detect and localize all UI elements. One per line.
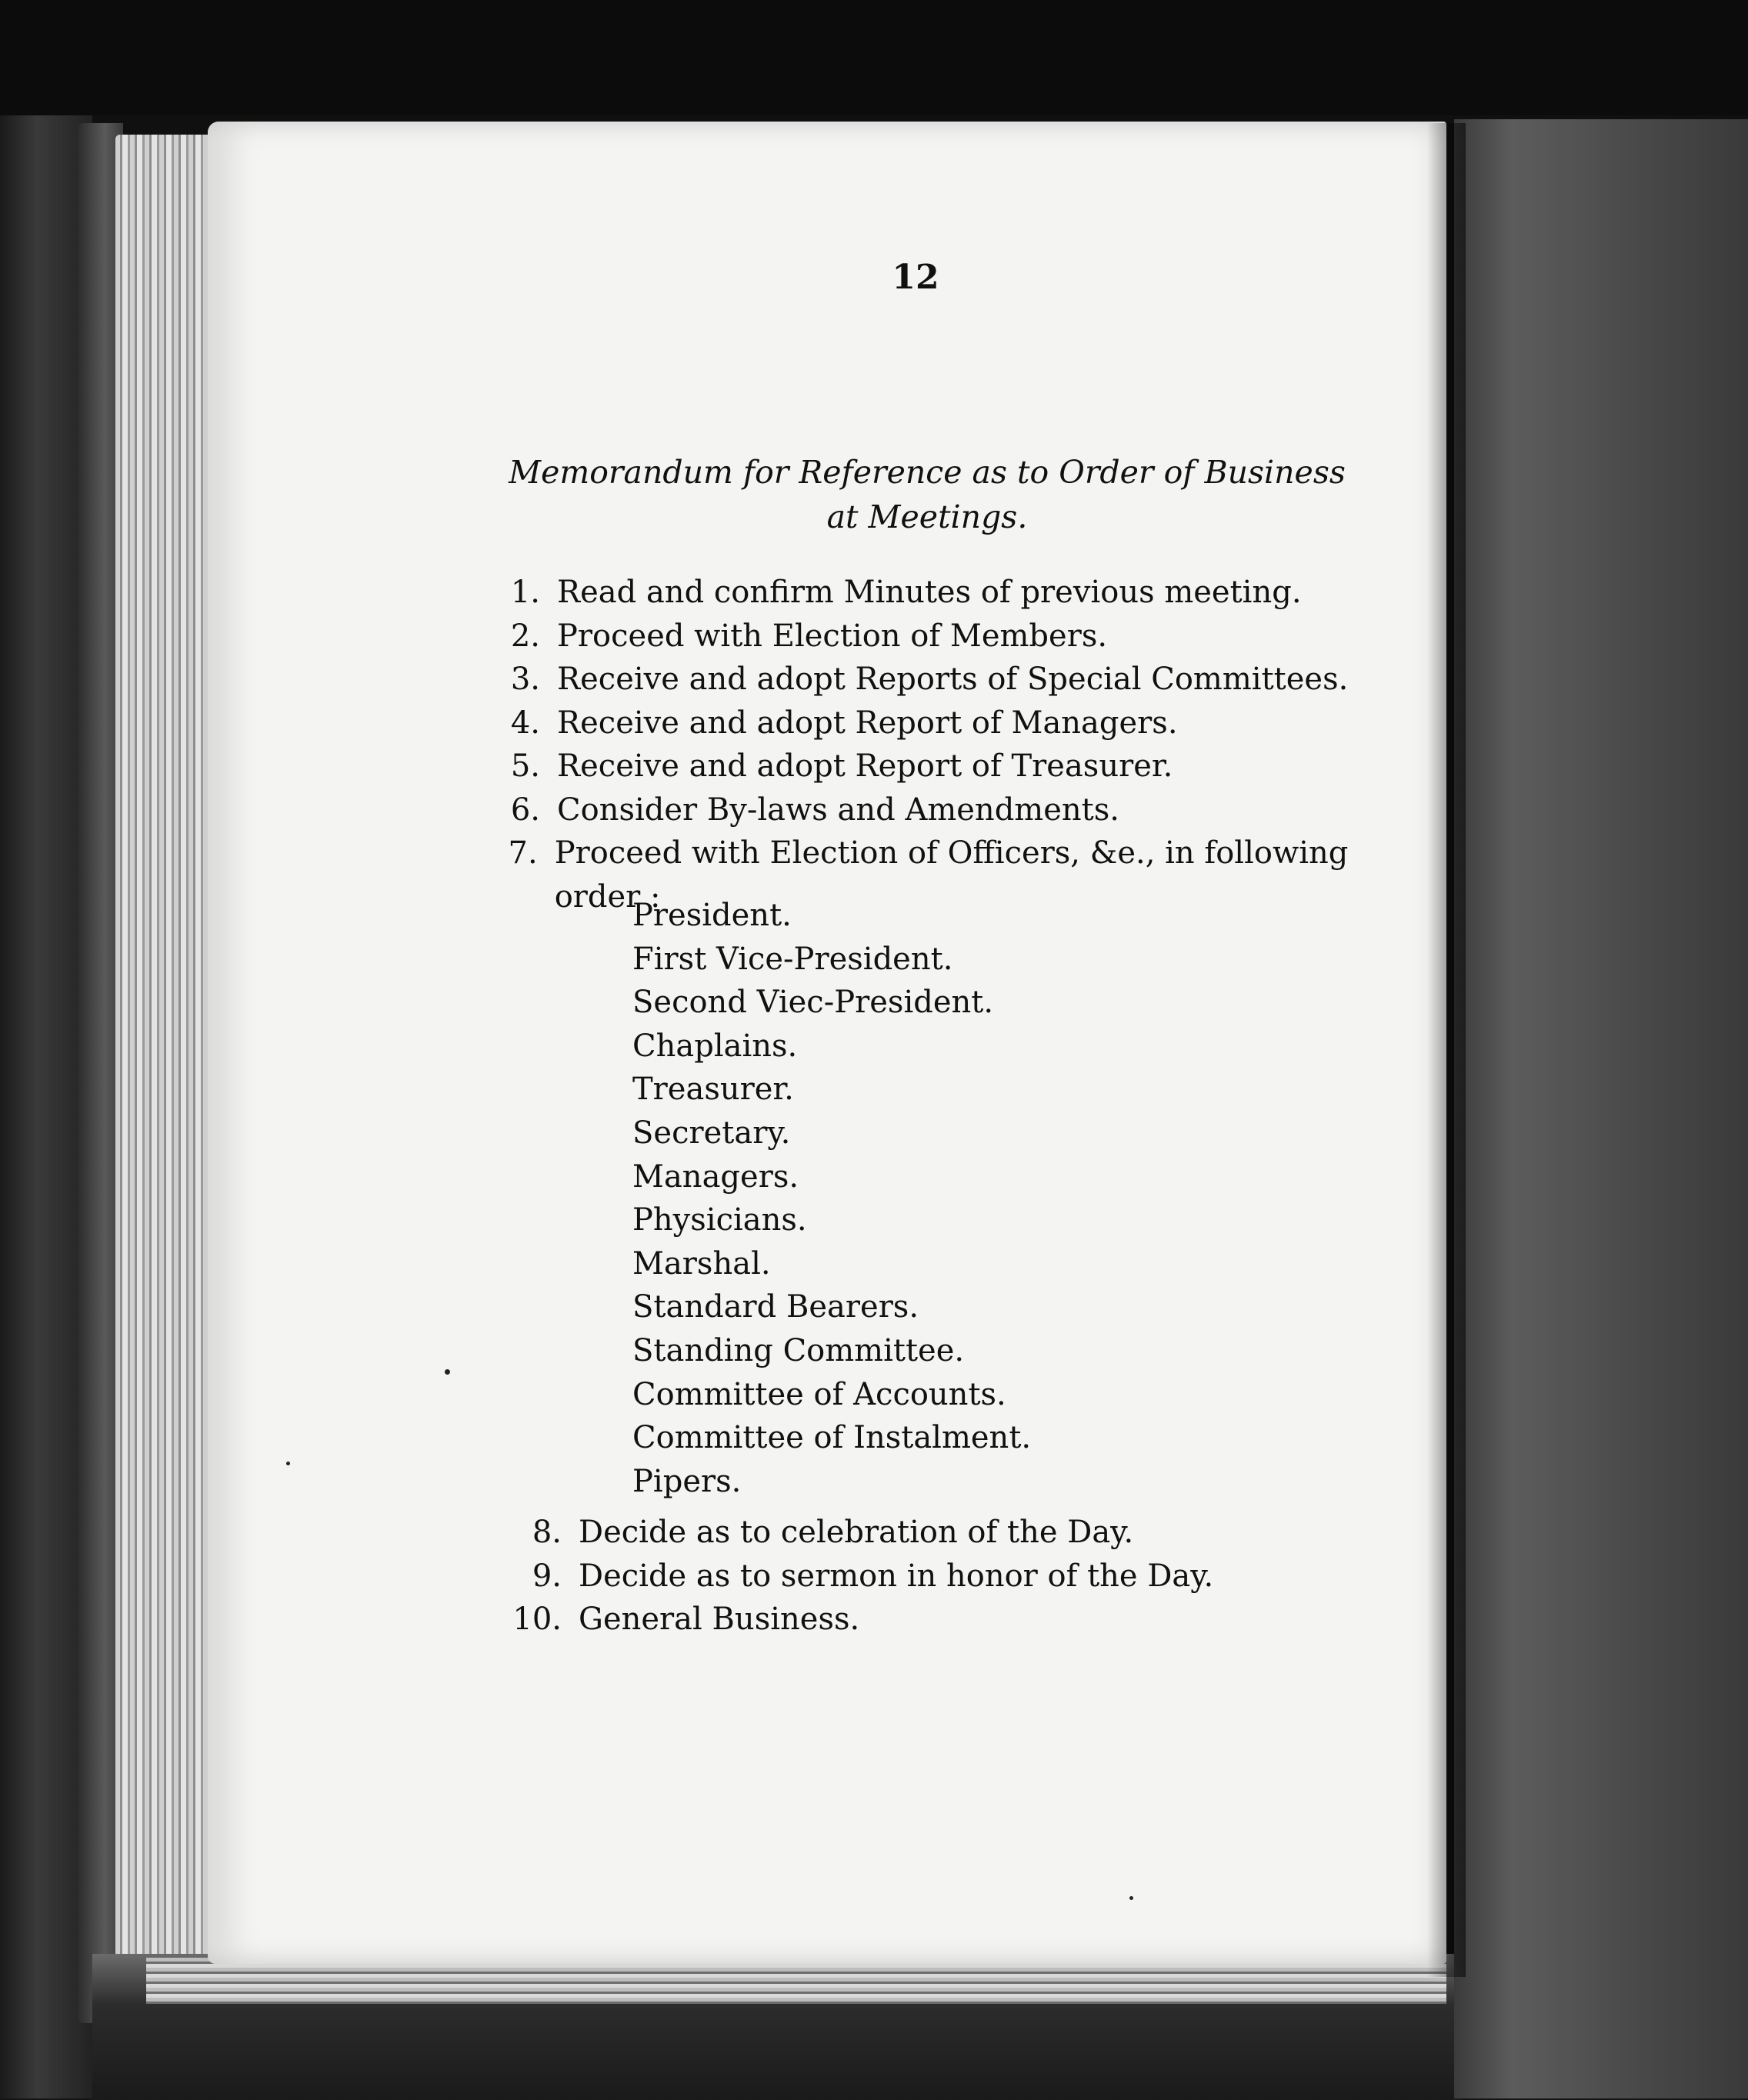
item-number: 10.	[512, 1602, 562, 1637]
list-item	[492, 702, 1416, 745]
item-text: Receive and adopt Report of Managers.	[557, 705, 1178, 741]
page-number: 12	[892, 258, 939, 297]
page-leaves-bottom	[146, 1958, 1446, 2004]
business-list	[492, 571, 1416, 915]
item-number: 6.	[510, 792, 540, 828]
business-list-continued	[492, 1511, 1416, 1642]
office-item: President.	[632, 898, 792, 933]
item-text: Proceed with Election of Members.	[557, 618, 1108, 654]
office-item: Treasurer.	[632, 1072, 794, 1108]
list-item	[492, 788, 1416, 832]
list-item	[492, 658, 1416, 702]
item-number: 9.	[532, 1558, 562, 1594]
facing-cover	[1454, 119, 1748, 2098]
item-text: Decide as to sermon in honor of the Day.	[579, 1558, 1214, 1594]
office-item: Committee of Accounts.	[632, 1376, 1006, 1412]
scan-top-border	[0, 0, 1748, 115]
office-item: Standard Bearers.	[632, 1289, 919, 1325]
ink-speck	[286, 1462, 290, 1465]
ink-speck	[1129, 1896, 1133, 1900]
list-item	[492, 615, 1416, 658]
item-number: 1.	[510, 575, 540, 610]
page-heading: Memorandum for Reference as to Order of Business at Meetings.	[509, 454, 1346, 535]
list-item	[492, 1511, 1416, 1555]
list-item	[492, 1598, 1416, 1642]
item-number: 2.	[510, 618, 540, 654]
page-leaves-left	[115, 135, 223, 2012]
office-item: Second Viec-President.	[632, 985, 994, 1021]
office-item: Physicians.	[632, 1202, 807, 1238]
office-item: Committee of Instalment.	[632, 1420, 1032, 1456]
list-item	[492, 745, 1416, 788]
office-item: Chaplains.	[632, 1028, 798, 1064]
office-item: First Vice-President.	[632, 941, 953, 977]
item-text: General Business.	[579, 1602, 860, 1637]
list-item	[492, 571, 1416, 615]
ink-speck	[445, 1369, 450, 1375]
item-text: Read and confirm Minutes of previous meeting.	[557, 575, 1302, 610]
list-item	[492, 1555, 1416, 1598]
item-text: Proceed with Election of Officers, &e., in following order :	[554, 835, 1349, 915]
item-number: 7.	[508, 835, 538, 871]
item-number: 3.	[510, 662, 540, 697]
office-item: Secretary.	[632, 1115, 791, 1151]
office-item: Marshal.	[632, 1245, 771, 1282]
item-text: Consider By-laws and Amendments.	[557, 792, 1119, 828]
item-number: 8.	[532, 1515, 562, 1550]
officers-list	[632, 894, 1031, 1503]
item-text: Decide as to celebration of the Day.	[579, 1515, 1134, 1550]
gutter-shadow	[1427, 123, 1466, 1977]
office-item: Managers.	[632, 1158, 799, 1195]
office-item: Pipers.	[632, 1463, 742, 1499]
list-item	[492, 832, 1416, 915]
item-text: Receive and adopt Report of Treasurer.	[557, 748, 1173, 784]
item-number: 4.	[510, 705, 540, 741]
item-number: 5.	[510, 748, 540, 784]
item-text: Receive and adopt Reports of Special Committees.	[557, 662, 1349, 697]
office-item: Standing Committee.	[632, 1332, 965, 1368]
